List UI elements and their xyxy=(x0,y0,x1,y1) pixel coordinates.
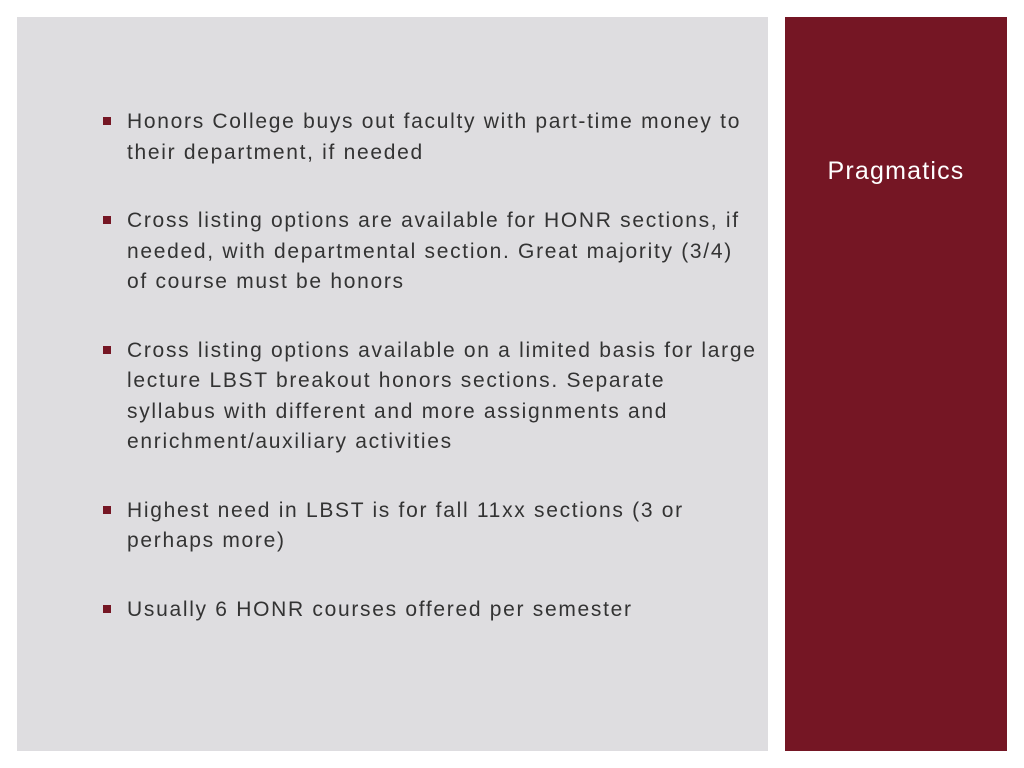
title-panel xyxy=(785,17,1007,751)
square-bullet-icon xyxy=(103,216,111,224)
bullet-text: Usually 6 HONR courses offered per semester xyxy=(127,597,633,621)
bullet-item xyxy=(101,595,761,626)
square-bullet-icon xyxy=(103,117,111,125)
bullet-text: Honors College buys out faculty with part-time money to their department, if needed xyxy=(127,110,742,164)
square-bullet-icon xyxy=(103,346,111,354)
content-panel xyxy=(17,17,768,751)
bullet-item xyxy=(101,496,761,557)
bullet-item xyxy=(101,336,761,458)
square-bullet-icon xyxy=(103,605,111,613)
bullet-text: Highest need in LBST is for fall 11xx sections (3 or perhaps more) xyxy=(127,498,684,552)
bullet-text: Cross listing options available on a limited basis for large lecture LBST breakout honors sections. Separate syllabus with different and more assignments and enrichment/auxiliary activities xyxy=(127,338,757,453)
bullet-list xyxy=(101,107,761,663)
square-bullet-icon xyxy=(103,506,111,514)
bullet-item xyxy=(101,206,761,298)
bullet-item xyxy=(101,107,761,168)
bullet-text: Cross listing options are available for HONR sections, if needed, with departmental section. Great majority (3/4) of course must be honors xyxy=(127,209,740,293)
slide-title: Pragmatics xyxy=(827,157,965,185)
